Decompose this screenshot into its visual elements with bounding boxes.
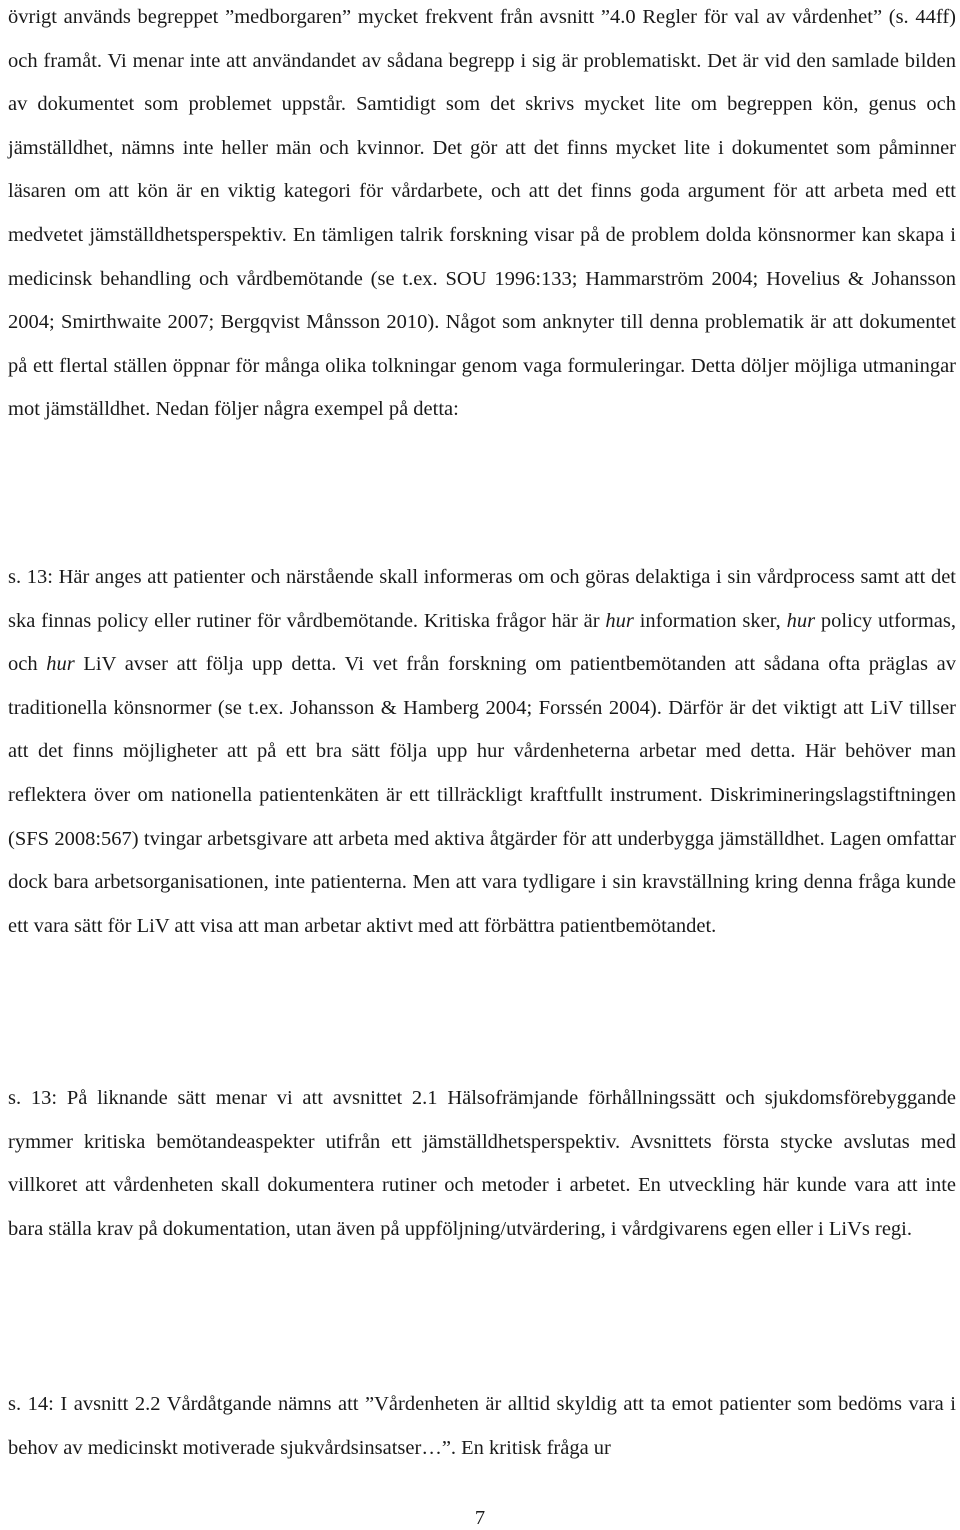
paragraph-1-text: övrigt används begreppet ”medborgaren” mycket frekvent från avsnitt ”4.0 Regler för val av vårdenhet” (s. 44ff) och framåt. Vi menar inte att användandet av sådana begrepp i sig är problematiskt. Det är vid den samlade bilden av dokumentet som problemet uppstår. Samtidigt som det skrivs mycket lite om begreppen kön, genus och jämställdhet, nämns inte heller män och kvinnor. Det gör att det finns mycket lite i dokumentet som påminner läsaren om att kön är en viktig kategori för vårdarbete, och att det finns goda argument för att arbeta med ett medvetet jämställdhetsperspektiv. En tämligen talrik forskning visar på de problem dolda könsnormer kan skapa i medicinsk behandling och vårdbemötande (se t.ex. SOU 1996:133; Hammarström 2004; Hovelius & Johansson 2004; Smirthwaite 2007; Bergqvist Månsson 2010). Något som anknyter till denna problematik är att dokumentet på ett flertal ställen öppnar för många olika tolkningar genom vaga formuleringar. Detta döljer möjliga utmaningar mot jämställdhet. Nedan följer några exempel på detta: — [8, 6, 956, 421]
paragraph-3 — [8, 1077, 956, 1251]
paragraph-4-text: s. 14: I avsnitt 2.2 Vårdåtgande nämns att ”Vårdenheten är alltid skyldig att ta emot patienter som bedöms vara i behov av medicinskt motiverade sjukvårdsinsatser…”. En kritisk fråga ur — [8, 1393, 956, 1459]
paragraph-4 — [8, 1383, 956, 1470]
emphasis-hur-1: hur — [605, 609, 634, 632]
paragraph-2-text-c: policy utformas, och — [8, 609, 956, 676]
paragraph-3-text: s. 13: På liknande sätt menar vi att avsnittet 2.1 Hälsofrämjande förhållningssätt och sjukdomsförebyggande rymmer kritiska bemötandeaspekter utifrån ett jämställdhetsperspektiv. Avsnittets första stycke avslutas med villkoret att vårdenheten skall dokumentera rutiner och metoder i arbetet. En utveckling här kunde vara att inte bara ställa krav på dokumentation, utan även på uppföljning/utvärdering, i vårdgivarens egen eller i LiVs regi. — [8, 1087, 956, 1240]
emphasis-hur-3: hur — [46, 653, 75, 676]
paragraph-2-text-a: s. 13: Här anges att patienter och närstående skall informeras om och göras delaktiga i sin vårdprocess samt att det ska finnas policy eller rutiner för vårdbemötande. Kritiska frågor här är — [8, 566, 956, 632]
paragraph-2-text-d: LiV avser att följa upp detta. Vi vet från forskning om patientbemötanden att sådana ofta präglas av traditionella könsnormer (se t.ex. Johansson & Hamberg 2004; Forssén 2004). Därför är det viktigt att LiV tillser att det finns möjligheter att på ett bra sätt följa upp hur vårdenheterna arbetar med detta. Här behöver man reflektera över om nationella patientenkäten är ett tillräckligt kraftfullt instrument. Diskrimineringslagstiftningen (SFS 2008:567) tvingar arbetsgivare att arbeta med aktiva åtgärder för att underbygga jämställdhet. Lagen omfattar dock bara arbetsorganisationen, inte patienterna. Men att vara tydligare i sin kravställning kring denna fråga kunde ett vara sätt för LiV att visa att man arbetar aktivt med att förbättra patientbemötandet. — [8, 653, 956, 937]
paragraph-2 — [8, 556, 956, 948]
paragraph-1 — [8, 0, 956, 432]
page-number: 7 — [474, 1507, 486, 1529]
emphasis-hur-2: hur — [786, 609, 816, 632]
paragraph-2-text-b: information sker, — [633, 609, 787, 632]
